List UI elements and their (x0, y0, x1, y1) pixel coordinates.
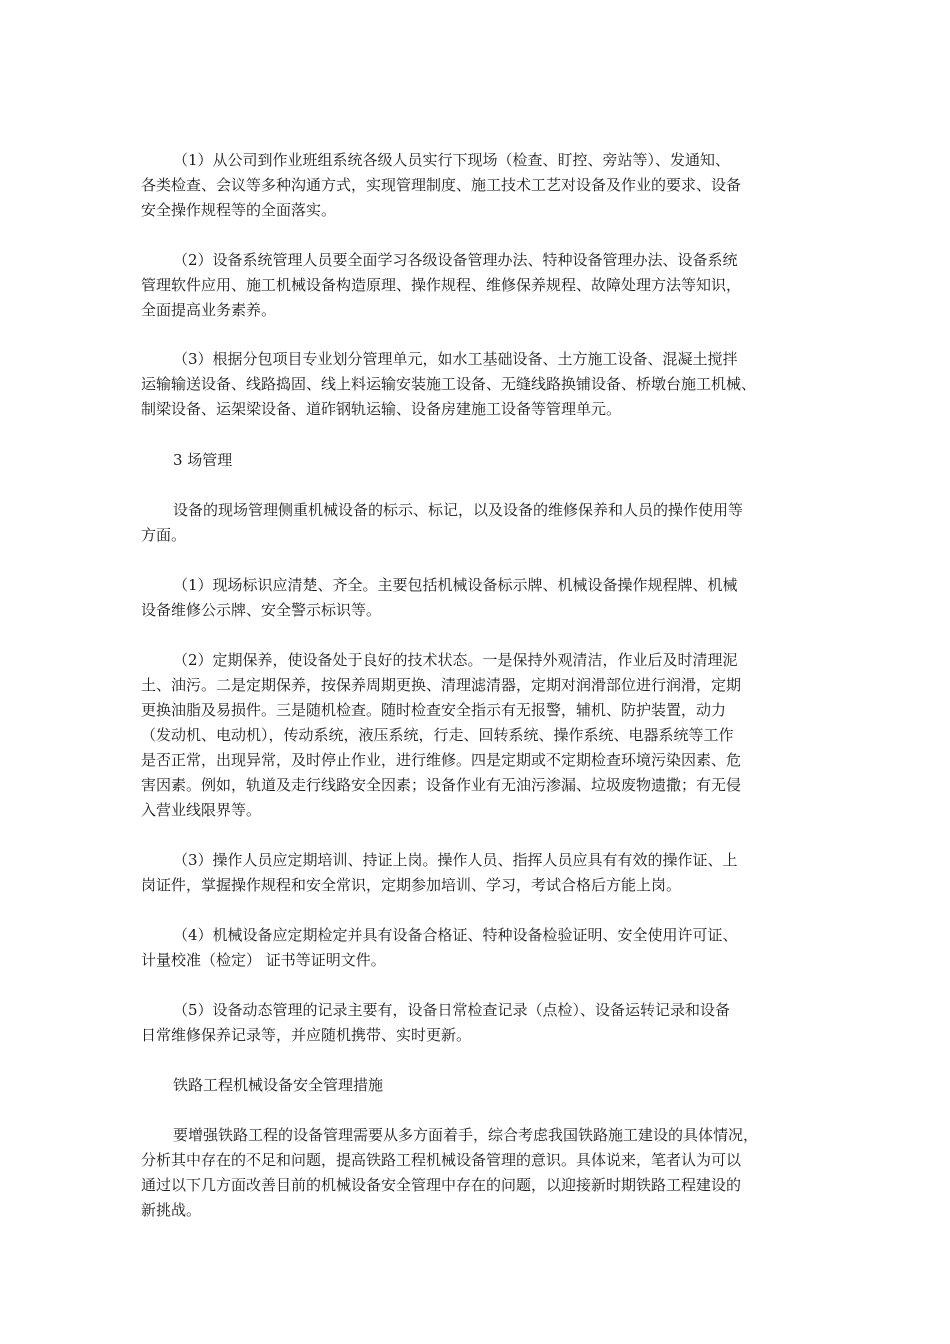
paragraph-line: （4）机械设备应定期检定并具有设备合格证、特种设备检验证明、安全使用许可证、 (173, 926, 738, 944)
paragraph-line: 岗证件，掌握操作规程和安全常识，定期参加培训、学习，考试合格后方能上岗。 (141, 876, 682, 894)
paragraph-line: 方面。 (141, 526, 187, 544)
paragraph-line: 设备维修公示牌、安全警示标识等。 (141, 601, 382, 619)
paragraph-line: 是否正常，出现异常，及时停止作业，进行维修。四是定期或不定期检查环境污染因素、危 (141, 751, 742, 769)
paragraph-line: 要增强铁路工程的设备管理需要从多方面着手，综合考虑我国铁路施工建设的具体情况， (173, 1126, 759, 1144)
paragraph (141, 347, 821, 422)
heading-text: 3 场管理 (173, 451, 233, 469)
paragraph (141, 998, 821, 1048)
paragraph (141, 648, 821, 823)
paragraph-line: 管理软件应用、施工机械设备构造原理、操作规程、维修保养规程、故障处理方法等知识， (141, 276, 742, 294)
paragraph (141, 248, 821, 323)
paragraph (141, 923, 821, 973)
paragraph-line: 日常维修保养记录等，并应随机携带、实时更新。 (141, 1026, 472, 1044)
paragraph-line: 各类检查、会议等多种沟通方式，实现管理制度、施工技术工艺对设备及作业的要求、设备 (141, 176, 742, 194)
paragraph-line: （5）设备动态管理的记录主要有，设备日常检查记录（点检）、设备运转记录和设备 (173, 1001, 731, 1019)
paragraph-line: 设备的现场管理侧重机械设备的标示、标记，以及设备的维修保养和人员的操作使用等 (173, 501, 744, 519)
paragraph-line: （3）操作人员应定期培训、持证上岗。操作人员、指挥人员应具有有效的操作证、上 (173, 851, 738, 869)
paragraph-line: 运输输送设备、线路捣固、线上料运输安装施工设备、无缝线路换铺设备、桥墩台施工机械、 (141, 375, 757, 393)
paragraph-line: 通过以下几方面改善目前的机械设备安全管理中存在的问题，以迎接新时期铁路工程建设的 (141, 1176, 742, 1194)
paragraph (141, 1123, 821, 1223)
paragraph-line: （发动机、电动机），传动系统，液压系统，行走、回转系统、操作系统、电器系统等工作 (141, 726, 734, 744)
paragraph-line: 制梁设备、运架梁设备、道砟钢轨运输、设备房建施工设备等管理单元。 (141, 400, 622, 418)
paragraph-line: 全面提高业务素养。 (141, 301, 277, 319)
paragraph-line: 分析其中存在的不足和问题，提高铁路工程机械设备管理的意识。具体说来，笔者认为可以 (141, 1151, 742, 1169)
paragraph-line: （1）现场标识应清楚、齐全。主要包括机械设备标示牌、机械设备操作规程牌、机械 (173, 576, 738, 594)
paragraph-line: （3）根据分包项目专业划分管理单元，如水工基础设备、土方施工设备、混凝土搅拌 (173, 350, 738, 368)
paragraph-line: （2）定期保养，使设备处于良好的技术状态。一是保持外观清洁，作业后及时清理泥 (173, 651, 738, 669)
section-heading (141, 1073, 821, 1098)
paragraph-line: 安全操作规程等的全面落实。 (141, 201, 337, 219)
paragraph (141, 498, 821, 548)
paragraph-line: （1）从公司到作业班组系统各级人员实行下现场（检查、盯控、旁站等）、发通知、 (173, 151, 731, 169)
paragraph-line: （2）设备系统管理人员要全面学习各级设备管理办法、特种设备管理办法、设备系统 (173, 251, 738, 269)
paragraph-line: 入营业线限界等。 (141, 801, 262, 819)
heading-text: 铁路工程机械设备安全管理措施 (173, 1076, 384, 1094)
section-heading (141, 448, 821, 473)
paragraph-line: 更换油脂及易损件。三是随机检查。随时检查安全指示有无报警，辅机、防护装置，动力 (141, 701, 727, 719)
paragraph-line: 计量校准（检定） 证书等证明文件。 (141, 951, 386, 969)
paragraph (141, 848, 821, 898)
paragraph (141, 148, 821, 223)
paragraph-line: 害因素。例如，轨道及走行线路安全因素；设备作业有无油污渗漏、垃圾废物遗撒；有无侵 (141, 776, 742, 794)
paragraph-line: 土、油污。二是定期保养，按保养周期更换、清理滤清器，定期对润滑部位进行润滑，定期 (141, 676, 742, 694)
paragraph-line: 新挑战。 (141, 1201, 202, 1219)
paragraph (141, 573, 821, 623)
